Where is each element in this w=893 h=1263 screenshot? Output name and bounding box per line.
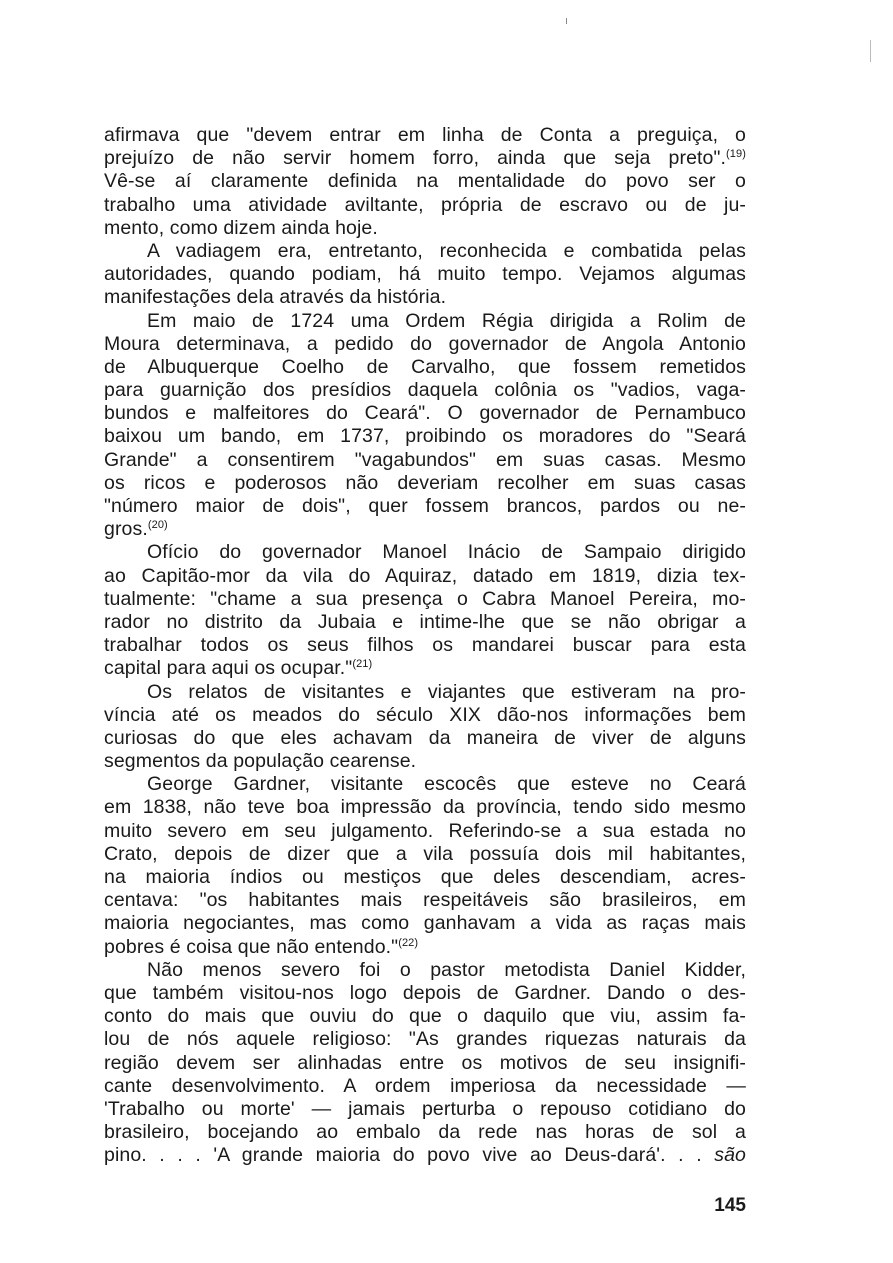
- line-text: 'Trabalho ou morte' — jamais perturba o repouso cotidiano do: [104, 1097, 746, 1120]
- body-text: [104, 124, 746, 1167]
- line-text: pino. . . . 'A grande maioria do povo vive ao Deus-dará'. . .: [104, 1144, 702, 1167]
- footnote-marker: (20): [147, 519, 168, 532]
- text-line: [104, 402, 746, 425]
- text-line: [104, 1075, 746, 1098]
- text-line: [104, 356, 746, 379]
- line-text: autoridades, quando podiam, há muito tempo. Vejamos algumas: [104, 263, 746, 286]
- line-text: A vadiagem era, entretanto, reconhecida e combatida pelas: [147, 239, 746, 262]
- text-line: [104, 541, 746, 564]
- line-text: cante desenvolvimento. A ordem imperiosa da necessidade —: [104, 1074, 746, 1097]
- text-line: [104, 750, 746, 773]
- text-line: [104, 634, 746, 657]
- line-text: Moura determinava, a pedido do governador de Angola Antonio: [104, 332, 746, 355]
- text-line: [104, 1098, 746, 1121]
- line-text: centava: "os habitantes mais respeitáveis são brasileiros, em: [104, 889, 746, 912]
- line-text: tualmente: "chame a sua presença o Cabra Manoel Pereira, mo-: [104, 587, 746, 610]
- text-line: [104, 912, 746, 935]
- text-line: [104, 843, 746, 866]
- text-line: [104, 866, 746, 889]
- text-line: [104, 194, 746, 217]
- text-line: [104, 449, 746, 472]
- line-text: "número maior de dois", quer fossem brancos, pardos ou ne-: [104, 495, 746, 517]
- line-text: capital para aqui os ocupar.": [104, 657, 353, 680]
- line-text: região devem ser alinhadas entre os motivos de seu insignifi-: [104, 1051, 746, 1074]
- line-text: curiosas do que eles achavam da maneira de viver de alguns: [104, 726, 746, 749]
- line-text: Crato, depois de dizer que a vila possuía dois mil habitantes,: [104, 842, 746, 865]
- line-text: que também visitou-nos logo depois de Gardner. Dando o des-: [104, 981, 746, 1004]
- line-text: afirmava que "devem entrar em linha de Conta a preguiça, o: [104, 124, 746, 146]
- text-line: [104, 1121, 746, 1144]
- text-line: [104, 936, 746, 959]
- footnote-marker: (22): [398, 936, 419, 949]
- text-line: [104, 333, 746, 356]
- text-line: [104, 1144, 746, 1167]
- line-text: de Albuquerque Coelho de Carvalho, que fossem remetidos: [104, 355, 746, 378]
- line-text: os ricos e poderosos não deveriam recolher em suas casas: [104, 471, 746, 494]
- line-text: George Gardner, visitante escocês que esteve no Ceará: [147, 773, 746, 796]
- text-line: [104, 240, 746, 263]
- line-text: rador no distrito da Jubaia e intime-lhe que se não obrigar a: [104, 610, 746, 633]
- line-text: trabalho uma atividade aviltante, própria de escravo ou de ju-: [104, 193, 746, 216]
- text-line: [104, 379, 746, 402]
- text-line: [104, 495, 746, 518]
- text-line: [104, 796, 746, 819]
- text-line: [104, 147, 746, 170]
- text-line: [104, 472, 746, 495]
- text-line: [104, 565, 746, 588]
- line-text: maioria negociantes, mas como ganhavam a vida as raças mais: [104, 912, 746, 935]
- line-text: manifestações dela através da história.: [104, 286, 447, 309]
- line-text: víncia até os meados do século XIX dão-nos informações bem: [104, 703, 746, 726]
- line-text: para guarnição dos presídios daquela colônia os "vadios, vaga-: [104, 379, 746, 402]
- line-text: trabalhar todos os seus filhos os mandarei buscar para esta: [104, 634, 746, 657]
- italic-word: são: [714, 1144, 746, 1167]
- line-text: ao Capitão-mor da vila do Aquiraz, datado em 1819, dizia tex-: [104, 564, 746, 587]
- text-line: [104, 1028, 746, 1051]
- line-text: pobres é coisa que não entendo.": [104, 935, 399, 958]
- text-line: [104, 657, 746, 680]
- line-text: bundos e malfeitores do Ceará". O governador de Pernambuco: [104, 402, 746, 425]
- line-text: prejuízo de não servir homem forro, ainda que seja preto".: [104, 147, 727, 170]
- text-line: [104, 588, 746, 611]
- text-line: [104, 170, 746, 193]
- text-line: [104, 1052, 746, 1075]
- text-line: [104, 889, 746, 912]
- footnote-marker: (19): [726, 148, 746, 161]
- scan-edge-mark: [870, 40, 871, 62]
- line-text: gros.: [104, 518, 148, 541]
- text-line: [104, 310, 746, 333]
- text-line: [104, 286, 746, 309]
- footnote-marker: (21): [352, 658, 373, 671]
- line-text: na maioria índios ou mestiços que deles descendiam, acres-: [104, 866, 746, 888]
- line-text: Vê-se aí claramente definida na mentalidade do povo ser o: [104, 170, 746, 193]
- text-line: [104, 681, 746, 704]
- line-text: em 1838, não teve boa impressão da província, tendo sido mesmo: [104, 796, 746, 819]
- text-line: [104, 982, 746, 1005]
- text-line: [104, 773, 746, 796]
- text-line: [104, 820, 746, 843]
- scan-speck: [566, 18, 567, 24]
- line-text: Grande" a consentirem "vagabundos" em suas casas. Mesmo: [104, 448, 746, 471]
- text-line: [104, 611, 746, 634]
- line-text: muito severo em seu julgamento. Referindo-se a sua estada no: [104, 819, 746, 842]
- line-text: mento, como dizem ainda hoje.: [104, 216, 378, 239]
- text-line: [104, 727, 746, 750]
- line-text: segmentos da população cearense.: [104, 750, 417, 773]
- text-line: [104, 1005, 746, 1028]
- line-text: Não menos severo foi o pastor metodista Daniel Kidder,: [147, 958, 746, 981]
- text-line: [104, 124, 746, 147]
- line-text: brasileiro, bocejando ao embalo da rede nas horas de sol a: [104, 1121, 746, 1144]
- text-line: [104, 959, 746, 982]
- page-number: 145: [714, 1195, 746, 1216]
- text-line: [104, 704, 746, 727]
- line-text: baixou um bando, em 1737, proibindo os moradores do "Seará: [104, 425, 746, 448]
- line-text: conto do mais que ouviu do que o daquilo que viu, assim fa-: [104, 1005, 746, 1028]
- line-text: Ofício do governador Manoel Inácio de Sampaio dirigido: [147, 541, 746, 564]
- text-line: [104, 518, 746, 541]
- text-line: [104, 217, 746, 240]
- line-text: Em maio de 1724 uma Ordem Régia dirigida a Rolim de: [147, 309, 746, 332]
- text-line: [104, 425, 746, 448]
- line-text: lou de nós aquele religioso: "As grandes riquezas naturais da: [104, 1028, 746, 1051]
- line-text: Os relatos de visitantes e viajantes que estiveram na pro-: [147, 680, 746, 703]
- text-line: [104, 263, 746, 286]
